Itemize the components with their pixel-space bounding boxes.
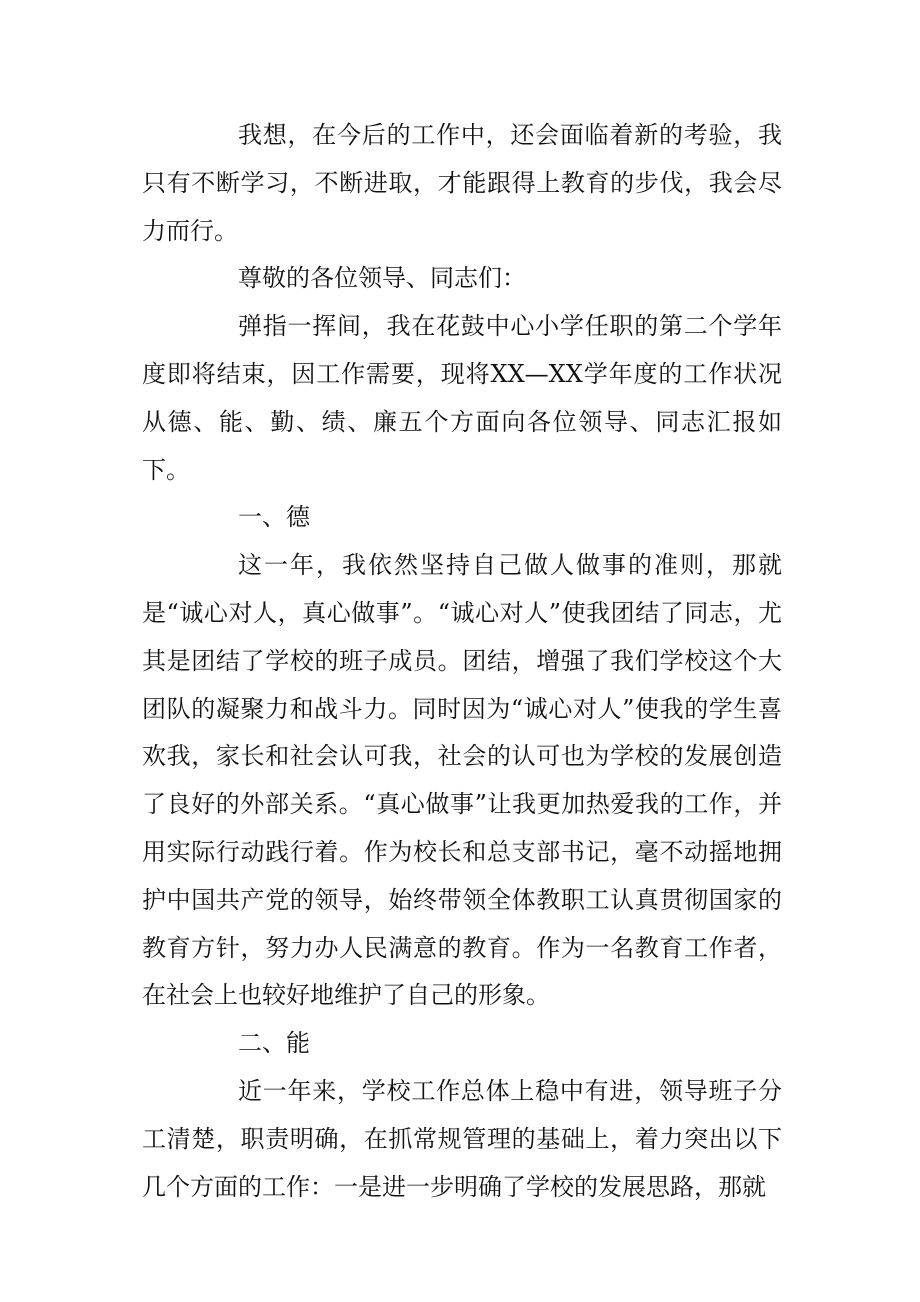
- heading-section-neng: 二、能: [238, 1029, 310, 1058]
- paragraph-section-neng: 近一年来，学校工作总体上稳中有进，领导班子分工清楚，职责明确，在抓常规管理的基础上，着力突出以下几个方面的工作：一是进一步明确了学校的发展思路，那就: [142, 1076, 782, 1201]
- heading-section-de: 一、德: [238, 503, 310, 532]
- paragraph-closing-thought: 我想，在今后的工作中，还会面临着新的考验，我只有不断学习，不断进取，才能跟得上教育的步伐，我会尽力而行。: [142, 121, 782, 245]
- paragraph-salutation: 尊敬的各位领导、同志们：: [238, 264, 526, 293]
- paragraph-introduction: 弹指一挥间，我在花鼓中心小学任职的第二个学年度即将结束，因工作需要，现将XX—XX学年度的工作状况从德、能、勤、绩、廉五个方面向各位领导、同志汇报如下。: [142, 312, 782, 484]
- document-body: [142, 112, 782, 1211]
- paragraph-section-de: 这一年，我依然坚持自己做人做事的准则，那就是“诚心对人，真心做事”。“诚心对人”使我团结了同志，尤其是团结了学校的班子成员。团结，增强了我们学校这个大团队的凝聚力和战斗力。同时因为“诚心对人”使我的学生喜欢我，家长和社会认可我，社会的认可也为学校的发展创造了良好的外部关系。“真心做事”让我更加热爱我的工作，并用实际行动践行着。作为校长和总支部书记，毫不动摇地拥护中国共产党的领导，始终带领全体教职工认真贯彻国家的教育方针，努力办人民满意的教育。作为一名教育工作者，在社会上也较好地维护了自己的形象。: [142, 551, 782, 1010]
